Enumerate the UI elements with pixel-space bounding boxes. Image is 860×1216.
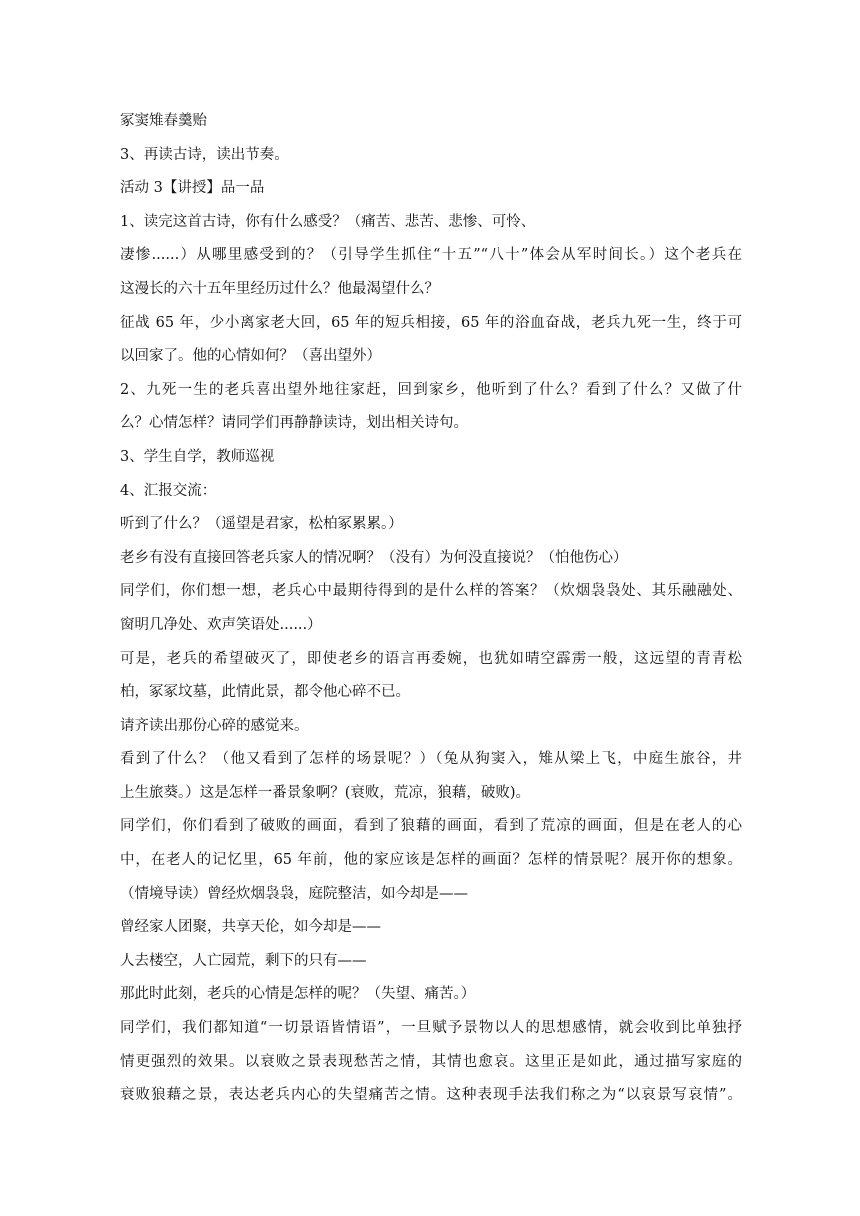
text-line: 看到了什么？（他又看到了怎样的场景呢？）（兔从狗窦入，雉从梁上飞，中庭生旅谷，井 — [120, 751, 742, 768]
text-line: 3、再读古诗，读出节奏。 — [120, 146, 289, 163]
text-line: 冢窦雉春羹贻 — [120, 113, 207, 129]
text-line: 情更强烈的效果。以衰败之景表现愁苦之情，其情也愈哀。这里正是如此，通过描写家庭的 — [120, 1053, 742, 1070]
text-line: 那此时此刻，老兵的心情是怎样的呢？（失望、痛苦。） — [120, 986, 476, 1003]
text-line: 以回家了。他的心情如何？（喜出望外） — [120, 348, 381, 365]
text-line: 窗明几净处、欢声笑语处......） — [120, 616, 322, 633]
text-line: 征战 65 年，少小离家老大回，65 年的短兵相接，65 年的浴血奋战，老兵九死一生，终于可 — [120, 314, 742, 331]
text-line: （情境导读）曾经炊烟袅袅，庭院整洁，如今却是—— — [120, 885, 468, 902]
text-line: 么？心情怎样？请同学们再静静读诗，划出相关诗句。 — [120, 415, 468, 432]
text-line: 上生旅葵。）这是怎样一番景象啊？(衰败，荒凉，狼藉，破败)。 — [120, 784, 531, 801]
text-line: 衰败狼藉之景，表达老兵内心的失望痛苦之情。这种表现手法我们称之为“以哀景写哀情”。 — [120, 1087, 742, 1104]
text-line: 听到了什么？（遥望是君家，松柏冢累累。） — [120, 516, 403, 533]
text-line: 同学们，你们想一想，老兵心中最期待得到的是什么样的答案？（炊烟袅袅处、其乐融融处、 — [120, 583, 742, 600]
text-line: 中，在老人的记忆里，65 年前，他的家应该是怎样的画面？怎样的情景呢？展开你的想象。 — [120, 852, 742, 869]
text-line: 4、汇报交流： — [120, 482, 217, 499]
section-heading: 活动 3【讲授】品一品 — [120, 180, 265, 197]
text-line: 可是，老兵的希望破灭了，即使老乡的语言再委婉，也犹如晴空霹雳一般，这远望的青青松 — [120, 650, 742, 667]
text-line: 同学们，我们都知道“一切景语皆情语”，一旦赋予景物以人的思想感情，就会收到比单独抒 — [120, 1020, 742, 1037]
text-line: 柏，冢冢坟墓，此情此景，都令他心碎不已。 — [120, 684, 410, 701]
text-line: 曾经家人团聚，共享天伦，如今却是—— — [120, 919, 381, 936]
document-body — [120, 107, 742, 1115]
text-line: 人去楼空，人亡园荒，剩下的只有—— — [120, 952, 367, 969]
text-line: 2、九死一生的老兵喜出望外地往家赶，回到家乡，他听到了什么？看到了什么？又做了什 — [120, 381, 742, 398]
text-line: 同学们，你们看到了破败的画面，看到了狼藉的画面，看到了荒凉的画面，但是在老人的心 — [120, 818, 742, 835]
text-line: 请齐读出那份心碎的感觉来。 — [120, 717, 309, 734]
text-line: 3、学生自学，教师巡视 — [120, 448, 275, 465]
text-line: 1、读完这首古诗，你有什么感受？（痛苦、悲苦、悲惨、可怜、 — [120, 213, 536, 230]
text-line: 凄惨......）从哪里感受到的？（引导学生抓住“十五”“八十”体会从军时间长。）这个老兵在 — [120, 247, 742, 264]
text-line: 老乡有没有直接回答老兵家人的情况啊？（没有）为何没直接说？（怕他伤心） — [120, 549, 628, 566]
text-line: 这漫长的六十五年里经历过什么？他最渴望什么？ — [120, 280, 439, 297]
